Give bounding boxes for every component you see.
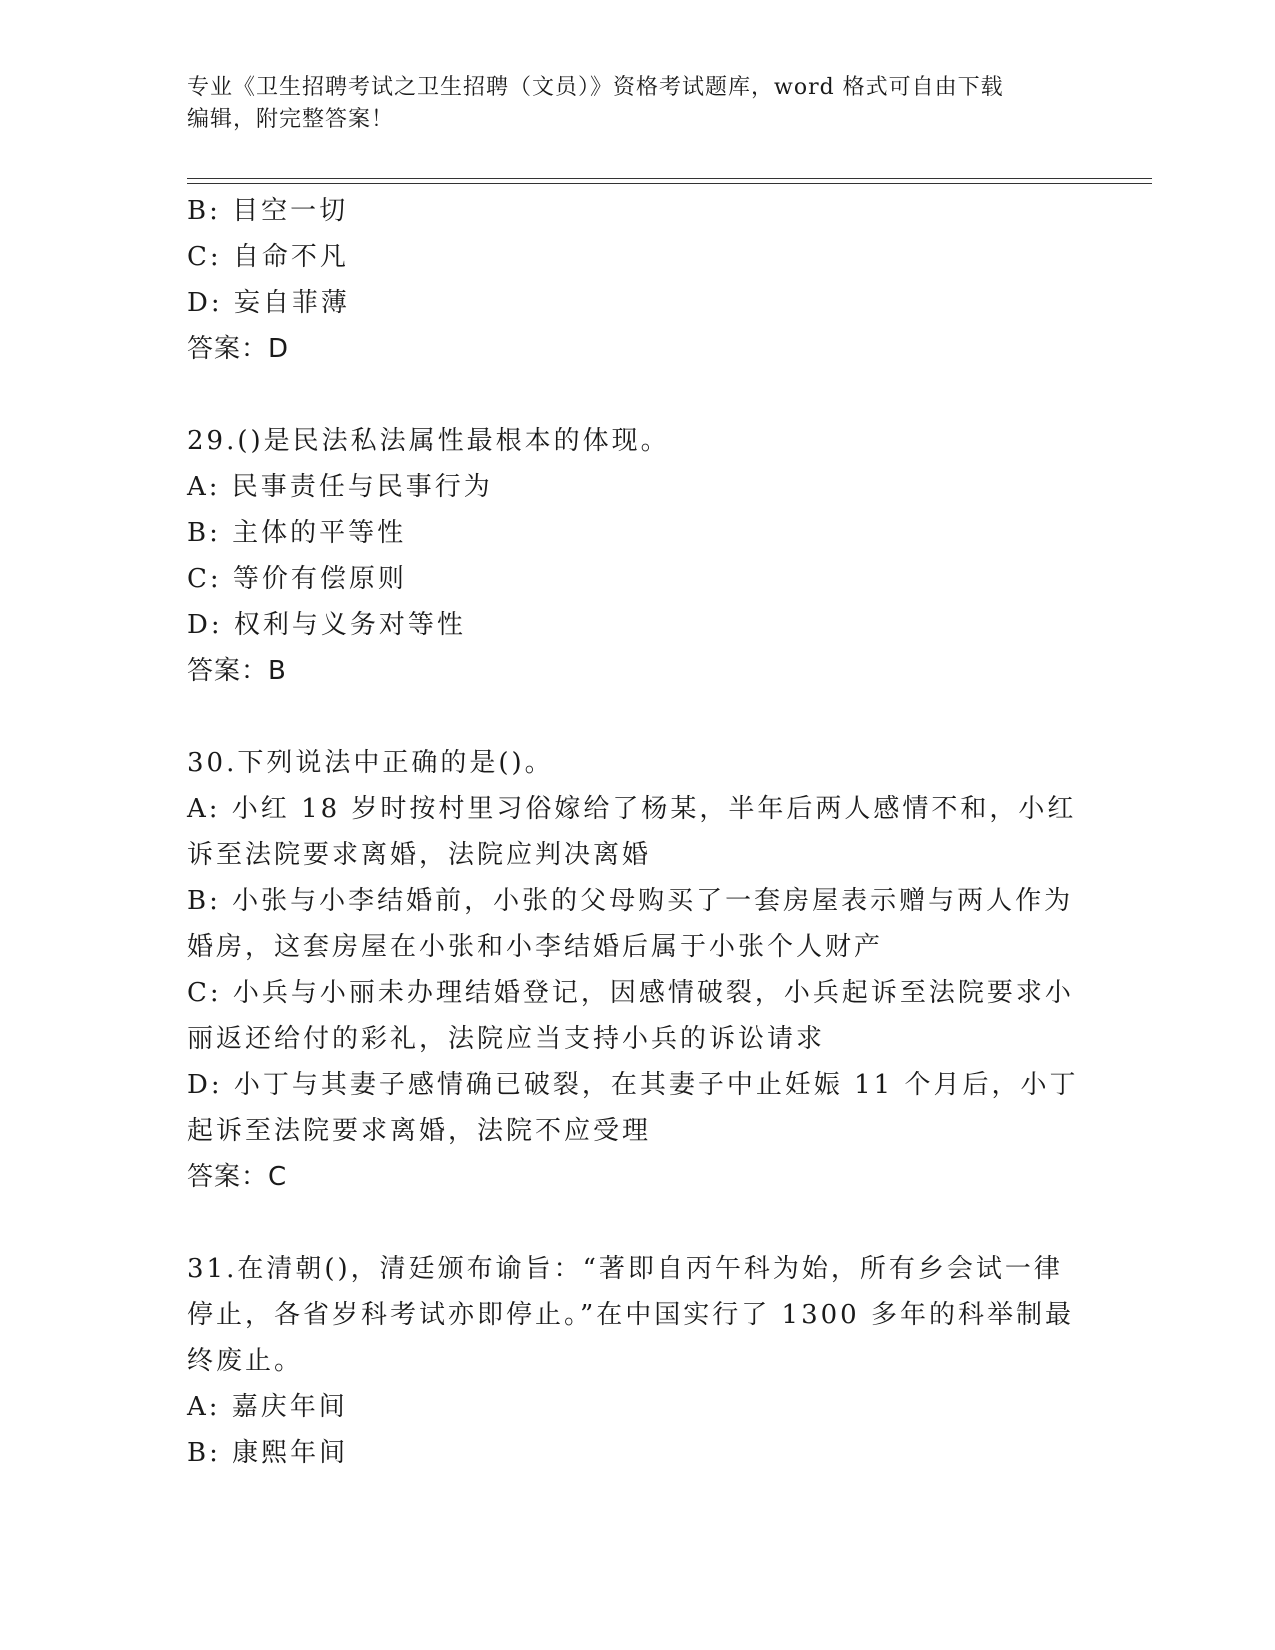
header-line-1: 专业《卫生招聘考试之卫生招聘（文员）》资格考试题库，word 格式可自由下载 <box>187 75 1004 100</box>
question-stem: 30.下列说法中正确的是()。 <box>187 748 554 778</box>
spacer <box>187 372 1087 418</box>
option-c-line-2: 丽返还给付的彩礼，法院应当支持小兵的诉讼请求 <box>187 1024 826 1054</box>
spacer <box>187 694 1087 740</box>
document-header <box>187 72 1067 136</box>
answer: 答案：D <box>187 334 290 364</box>
option-d: D: 权利与义务对等性 <box>187 610 466 640</box>
option-c: C: 自命不凡 <box>187 242 349 272</box>
option-d-line-1: D: 小丁与其妻子感情确已破裂，在其妻子中止妊娠 11 个月后，小丁 <box>187 1070 1079 1100</box>
option-b: B: 主体的平等性 <box>187 518 407 548</box>
question-28 <box>187 188 1087 372</box>
question-stem-line-2: 停止，各省岁科考试亦即停止。”在中国实行了 1300 多年的科举制最 <box>187 1300 1074 1330</box>
option-b: B: 目空一切 <box>187 196 349 226</box>
question-30 <box>187 740 1087 1200</box>
option-d-line-2: 起诉至法院要求离婚，法院不应受理 <box>187 1116 652 1146</box>
option-c-line-1: C: 小兵与小丽未办理结婚登记，因感情破裂，小兵起诉至法院要求小 <box>187 978 1074 1008</box>
question-stem-line-1: 31.在清朝()，清廷颁布谕旨：“著即自丙午科为始，所有乡会试一律 <box>187 1254 1063 1284</box>
header-line-2: 编辑，附完整答案！ <box>187 107 395 132</box>
question-list <box>187 188 1087 1476</box>
option-b-line-2: 婚房，这套房屋在小张和小李结婚后属于小张个人财产 <box>187 932 884 962</box>
option-a: A: 嘉庆年间 <box>187 1392 348 1422</box>
question-stem: 29.()是民法私法属性最根本的体现。 <box>187 426 670 456</box>
answer: 答案：B <box>187 656 287 686</box>
option-c: C: 等价有偿原则 <box>187 564 407 594</box>
question-stem-line-3: 终废止。 <box>187 1346 304 1376</box>
option-b-line-1: B: 小张与小李结婚前，小张的父母购买了一套房屋表示赠与两人作为 <box>187 886 1074 916</box>
question-29 <box>187 418 1087 694</box>
answer: 答案：C <box>187 1162 288 1192</box>
spacer <box>187 1200 1087 1246</box>
option-a-line-2: 诉至法院要求离婚，法院应判决离婚 <box>187 840 652 870</box>
option-d: D: 妄自菲薄 <box>187 288 350 318</box>
header-divider-top <box>187 178 1152 179</box>
question-31 <box>187 1246 1087 1476</box>
option-a-line-1: A: 小红 18 岁时按村里习俗嫁给了杨某，半年后两人感情不和，小红 <box>187 794 1077 824</box>
option-a: A: 民事责任与民事行为 <box>187 472 493 502</box>
header-divider-bottom <box>187 183 1152 184</box>
option-b: B: 康熙年间 <box>187 1438 349 1468</box>
